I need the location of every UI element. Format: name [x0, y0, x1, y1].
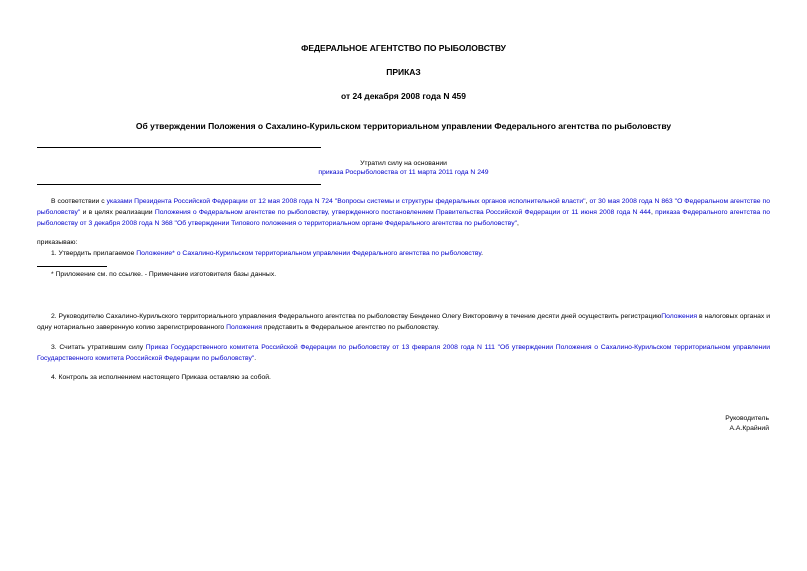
repeal-notice-text: Утратил силу на основании	[360, 160, 447, 167]
preamble-text-3: и в целях реализации	[80, 209, 155, 216]
repeal-notice-line	[0, 168, 807, 178]
agency-regulation-link[interactable]: Положения о Федеральном агентстве по рыболовству, утвержденного постановлением Правительства Российской Федерации от 11 июня 2008 года N 444	[154, 209, 651, 216]
regulation-link-3[interactable]: Положения	[226, 324, 262, 331]
item-3	[37, 342, 770, 364]
regulation-link-2[interactable]: Положения	[661, 313, 698, 320]
notice-top-divider	[37, 147, 321, 148]
item-2-text-1: 2. Руководителю Сахалино-Курильского территориального управления Федерального агентства по рыболовству Бенденко Олегу Викторовичу в течение десяти дней осуществить регистрацию	[51, 313, 662, 320]
presidential-decrees-link[interactable]: указами Президента Российской Федерации от 12 мая 2008 года N 724 "Вопросы системы и структуры федеральных органов исполнительной власти"	[106, 198, 586, 205]
signatory-position: Руководитель	[725, 415, 769, 422]
item-4: 4. Контроль за исполнением настоящего Приказа оставляю за собой.	[51, 374, 271, 381]
agency-name: ФЕДЕРАЛЬНОЕ АГЕНТСТВО ПО РЫБОЛОВСТВУ	[301, 43, 506, 53]
decree-863-link[interactable]: от 30 мая 2008 года N 863 "О Федеральном агентстве по рыболовству"	[37, 198, 770, 216]
preamble-paragraph	[37, 196, 770, 229]
item-1-text: 1. Утвердить прилагаемое	[51, 250, 137, 257]
preamble-text-2: ,	[585, 198, 590, 205]
document-type: ПРИКАЗ	[386, 67, 421, 77]
order-111-link[interactable]: Приказ Государственного комитета Российской Федерации по рыболовству от 13 февраля 2008 года N 111 "Об утверждении Положения о Сахалино-Курильском территориальном управлении Государственного комитета Российской Федерации по рыболовству"	[37, 344, 771, 362]
item-1	[51, 249, 483, 259]
item-2	[37, 311, 770, 333]
notice-bottom-divider	[37, 184, 321, 185]
regulation-link[interactable]: Положение* о Сахалино-Курильском территориальном управлении Федерального агентства по рыболовству	[136, 250, 482, 257]
item-1-end: .	[481, 250, 483, 257]
order-368-link[interactable]: приказа Федерального агентства по рыболовству от 3 декабря 2008 года N 368 "Об утверждении Типового положения о территориальном органе Федерального агентства по рыболовству"	[37, 209, 770, 227]
signatory-name: А.А.Крайний	[729, 425, 769, 432]
preamble-text-4: ,	[650, 209, 656, 216]
footnote: * Приложение см. по ссылке. - Примечание изготовителя базы данных.	[51, 271, 277, 278]
preamble-text-5: ,	[517, 220, 519, 227]
order-word: приказываю:	[37, 239, 78, 246]
document-title: Об утверждении Положения о Сахалино-Курильском территориальном управлении Федерального агентства по рыболовству	[135, 121, 672, 131]
item-3-text: 3. Считать утратившим силу	[51, 344, 146, 351]
preamble-text-1: В соответствии с	[51, 198, 107, 205]
item-3-end: .	[254, 355, 257, 362]
footnote-divider	[37, 266, 107, 267]
repeal-order-link[interactable]: приказа Росрыболовства от 11 марта 2011 года N 249	[318, 169, 489, 176]
document-date-number: от 24 декабря 2008 года N 459	[340, 91, 467, 101]
item-2-text-3: представить в Федеральное агентство по рыболовству.	[261, 324, 440, 331]
item-2-text-2: в налоговых органах и одну нотариально заверенную копию зарегистрированного	[37, 313, 771, 331]
